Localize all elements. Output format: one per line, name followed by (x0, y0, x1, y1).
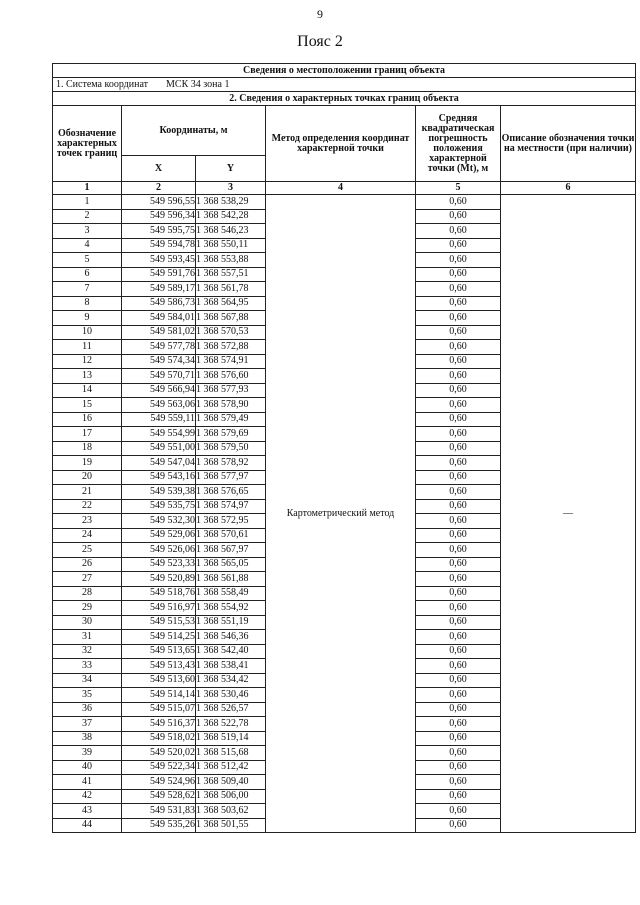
y-coordinate: 1 368 574,91 (196, 354, 266, 369)
point-number: 25 (53, 543, 122, 558)
x-coordinate: 549 520,02 (122, 746, 196, 761)
y-coordinate: 1 368 522,78 (196, 717, 266, 732)
y-coordinate: 1 368 550,11 (196, 238, 266, 253)
mt-value: 0,60 (416, 296, 501, 311)
page-number: 9 (317, 7, 323, 21)
mt-value: 0,60 (416, 688, 501, 703)
coordinates-header: Координаты, м (122, 106, 266, 156)
y-coordinate: 1 368 561,78 (196, 282, 266, 297)
mt-value: 0,60 (416, 456, 501, 471)
x-coordinate: 549 596,34 (122, 209, 196, 224)
y-coordinate: 1 368 509,40 (196, 775, 266, 790)
x-header: X (122, 156, 196, 182)
y-coordinate: 1 368 567,97 (196, 543, 266, 558)
mt-value: 0,60 (416, 528, 501, 543)
mt-value: 0,60 (416, 789, 501, 804)
x-coordinate: 549 514,25 (122, 630, 196, 645)
point-number: 8 (53, 296, 122, 311)
y-coordinate: 1 368 506,00 (196, 789, 266, 804)
point-number: 9 (53, 311, 122, 326)
point-number: 23 (53, 514, 122, 529)
x-coordinate: 549 516,37 (122, 717, 196, 732)
table-row (53, 195, 636, 210)
mt-value: 0,60 (416, 238, 501, 253)
point-number: 36 (53, 702, 122, 717)
y-coordinate: 1 368 574,97 (196, 499, 266, 514)
error-header: Средняя квадратическая погрешность положения характерной точки (Mt), м (416, 106, 501, 182)
x-coordinate: 549 594,78 (122, 238, 196, 253)
point-number: 11 (53, 340, 122, 355)
x-coordinate: 549 515,07 (122, 702, 196, 717)
mt-value: 0,60 (416, 441, 501, 456)
y-coordinate: 1 368 564,95 (196, 296, 266, 311)
point-number: 18 (53, 441, 122, 456)
mt-value: 0,60 (416, 601, 501, 616)
x-coordinate: 549 522,34 (122, 760, 196, 775)
x-coordinate: 549 591,76 (122, 267, 196, 282)
y-coordinate: 1 368 572,95 (196, 514, 266, 529)
point-number: 12 (53, 354, 122, 369)
y-coordinate: 1 368 542,28 (196, 209, 266, 224)
y-coordinate: 1 368 576,60 (196, 369, 266, 384)
y-coordinate: 1 368 557,51 (196, 267, 266, 282)
point-number: 29 (53, 601, 122, 616)
point-number: 41 (53, 775, 122, 790)
x-coordinate: 549 577,78 (122, 340, 196, 355)
point-number: 13 (53, 369, 122, 384)
y-coordinate: 1 368 554,92 (196, 601, 266, 616)
x-coordinate: 549 563,06 (122, 398, 196, 413)
x-coordinate: 549 528,62 (122, 789, 196, 804)
point-number: 31 (53, 630, 122, 645)
mt-value: 0,60 (416, 514, 501, 529)
location-header-row (53, 64, 636, 78)
y-coordinate: 1 368 579,49 (196, 412, 266, 427)
y-coordinate: 1 368 542,40 (196, 644, 266, 659)
mt-value: 0,60 (416, 282, 501, 297)
point-number: 14 (53, 383, 122, 398)
column-number: 1 (53, 182, 122, 195)
y-coordinate: 1 368 501,55 (196, 818, 266, 833)
mt-value: 0,60 (416, 702, 501, 717)
point-number: 43 (53, 804, 122, 819)
coord-system-value: МСК 34 зона 1 (166, 78, 230, 90)
points-header: 2. Сведения о характерных точках границ объекта (53, 92, 636, 106)
y-coordinate: 1 368 538,29 (196, 195, 266, 210)
mt-value: 0,60 (416, 746, 501, 761)
page-title: Пояс 2 (297, 33, 343, 50)
boundary-points-table (52, 63, 636, 833)
mt-value: 0,60 (416, 717, 501, 732)
column-number-row (53, 182, 636, 195)
x-coordinate: 549 539,38 (122, 485, 196, 500)
y-coordinate: 1 368 546,23 (196, 224, 266, 239)
mt-value: 0,60 (416, 354, 501, 369)
x-coordinate: 549 520,89 (122, 572, 196, 587)
y-coordinate: 1 368 579,50 (196, 441, 266, 456)
x-coordinate: 549 566,94 (122, 383, 196, 398)
x-coordinate: 549 518,02 (122, 731, 196, 746)
x-coordinate: 549 518,76 (122, 586, 196, 601)
x-coordinate: 549 526,06 (122, 543, 196, 558)
x-coordinate: 549 535,75 (122, 499, 196, 514)
x-coordinate: 549 514,14 (122, 688, 196, 703)
mt-value: 0,60 (416, 630, 501, 645)
x-coordinate: 549 516,97 (122, 601, 196, 616)
y-header: Y (196, 156, 266, 182)
point-number: 28 (53, 586, 122, 601)
mt-value: 0,60 (416, 804, 501, 819)
mt-value: 0,60 (416, 775, 501, 790)
y-coordinate: 1 368 579,69 (196, 427, 266, 442)
method-header: Метод определения координат характерной точки (266, 106, 416, 182)
mt-value: 0,60 (416, 499, 501, 514)
mt-value: 0,60 (416, 659, 501, 674)
y-coordinate: 1 368 515,68 (196, 746, 266, 761)
x-coordinate: 549 547,04 (122, 456, 196, 471)
coord-system-cell (53, 78, 636, 92)
mt-value: 0,60 (416, 615, 501, 630)
point-number: 6 (53, 267, 122, 282)
x-coordinate: 549 513,43 (122, 659, 196, 674)
point-number: 24 (53, 528, 122, 543)
mt-value: 0,60 (416, 224, 501, 239)
point-number: 27 (53, 572, 122, 587)
y-coordinate: 1 368 526,57 (196, 702, 266, 717)
mt-value: 0,60 (416, 398, 501, 413)
x-coordinate: 549 513,60 (122, 673, 196, 688)
column-number: 3 (196, 182, 266, 195)
column-number: 2 (122, 182, 196, 195)
x-coordinate: 549 523,33 (122, 557, 196, 572)
point-number: 30 (53, 615, 122, 630)
column-number: 5 (416, 182, 501, 195)
x-coordinate: 549 532,30 (122, 514, 196, 529)
point-number: 39 (53, 746, 122, 761)
point-number: 44 (53, 818, 122, 833)
y-coordinate: 1 368 577,93 (196, 383, 266, 398)
y-coordinate: 1 368 565,05 (196, 557, 266, 572)
description-cell: — (501, 195, 636, 833)
point-number: 10 (53, 325, 122, 340)
mt-value: 0,60 (416, 673, 501, 688)
mt-value: 0,60 (416, 325, 501, 340)
mt-value: 0,60 (416, 470, 501, 485)
y-coordinate: 1 368 558,49 (196, 586, 266, 601)
x-coordinate: 549 589,17 (122, 282, 196, 297)
x-coordinate: 549 596,55 (122, 195, 196, 210)
x-coordinate: 549 535,26 (122, 818, 196, 833)
x-coordinate: 549 513,65 (122, 644, 196, 659)
x-coordinate: 549 524,96 (122, 775, 196, 790)
mt-value: 0,60 (416, 340, 501, 355)
method-cell: Картометрический метод (266, 195, 416, 833)
x-coordinate: 549 595,75 (122, 224, 196, 239)
point-number: 26 (53, 557, 122, 572)
x-coordinate: 549 593,45 (122, 253, 196, 268)
column-number: 6 (501, 182, 636, 195)
mt-value: 0,60 (416, 818, 501, 833)
x-coordinate: 549 515,53 (122, 615, 196, 630)
mt-value: 0,60 (416, 644, 501, 659)
table-body (53, 64, 636, 833)
mt-value: 0,60 (416, 195, 501, 210)
mt-value: 0,60 (416, 253, 501, 268)
point-number: 22 (53, 499, 122, 514)
mt-value: 0,60 (416, 572, 501, 587)
y-coordinate: 1 368 578,92 (196, 456, 266, 471)
x-coordinate: 549 551,00 (122, 441, 196, 456)
location-header: Сведения о местоположении границ объекта (53, 64, 636, 78)
point-number: 16 (53, 412, 122, 427)
y-coordinate: 1 368 567,88 (196, 311, 266, 326)
point-number: 19 (53, 456, 122, 471)
mt-value: 0,60 (416, 586, 501, 601)
mt-value: 0,60 (416, 267, 501, 282)
mt-value: 0,60 (416, 311, 501, 326)
y-coordinate: 1 368 530,46 (196, 688, 266, 703)
mt-value: 0,60 (416, 412, 501, 427)
point-number: 5 (53, 253, 122, 268)
designation-header: Обозначение характерных точек границ (53, 106, 122, 182)
mt-value: 0,60 (416, 760, 501, 775)
column-header-row (53, 106, 636, 156)
mt-value: 0,60 (416, 427, 501, 442)
y-coordinate: 1 368 519,14 (196, 731, 266, 746)
mt-value: 0,60 (416, 485, 501, 500)
point-number: 21 (53, 485, 122, 500)
y-coordinate: 1 368 561,88 (196, 572, 266, 587)
x-coordinate: 549 581,02 (122, 325, 196, 340)
point-number: 15 (53, 398, 122, 413)
points-header-row (53, 92, 636, 106)
x-coordinate: 549 531,83 (122, 804, 196, 819)
x-coordinate: 549 529,06 (122, 528, 196, 543)
y-coordinate: 1 368 512,42 (196, 760, 266, 775)
point-number: 37 (53, 717, 122, 732)
point-number: 1 (53, 195, 122, 210)
y-coordinate: 1 368 534,42 (196, 673, 266, 688)
point-number: 35 (53, 688, 122, 703)
y-coordinate: 1 368 546,36 (196, 630, 266, 645)
x-coordinate: 549 574,34 (122, 354, 196, 369)
y-coordinate: 1 368 551,19 (196, 615, 266, 630)
y-coordinate: 1 368 577,97 (196, 470, 266, 485)
x-coordinate: 549 554,99 (122, 427, 196, 442)
point-number: 32 (53, 644, 122, 659)
description-header: Описание обозначения точки на местности (при наличии) (501, 106, 636, 182)
y-coordinate: 1 368 570,61 (196, 528, 266, 543)
point-number: 40 (53, 760, 122, 775)
y-coordinate: 1 368 572,88 (196, 340, 266, 355)
point-number: 17 (53, 427, 122, 442)
point-number: 38 (53, 731, 122, 746)
y-coordinate: 1 368 553,88 (196, 253, 266, 268)
coord-system-row (53, 78, 636, 92)
mt-value: 0,60 (416, 209, 501, 224)
y-coordinate: 1 368 503,62 (196, 804, 266, 819)
point-number: 34 (53, 673, 122, 688)
coord-system-label: 1. Система координат (56, 78, 149, 90)
y-coordinate: 1 368 570,53 (196, 325, 266, 340)
x-coordinate: 549 586,73 (122, 296, 196, 311)
point-number: 2 (53, 209, 122, 224)
mt-value: 0,60 (416, 543, 501, 558)
x-coordinate: 549 559,11 (122, 412, 196, 427)
point-number: 4 (53, 238, 122, 253)
x-coordinate: 549 570,71 (122, 369, 196, 384)
mt-value: 0,60 (416, 383, 501, 398)
point-number: 3 (53, 224, 122, 239)
mt-value: 0,60 (416, 369, 501, 384)
point-number: 20 (53, 470, 122, 485)
y-coordinate: 1 368 576,65 (196, 485, 266, 500)
x-coordinate: 549 584,01 (122, 311, 196, 326)
y-coordinate: 1 368 538,41 (196, 659, 266, 674)
mt-value: 0,60 (416, 731, 501, 746)
point-number: 33 (53, 659, 122, 674)
x-coordinate: 549 543,16 (122, 470, 196, 485)
column-number: 4 (266, 182, 416, 195)
y-coordinate: 1 368 578,90 (196, 398, 266, 413)
point-number: 42 (53, 789, 122, 804)
mt-value: 0,60 (416, 557, 501, 572)
point-number: 7 (53, 282, 122, 297)
